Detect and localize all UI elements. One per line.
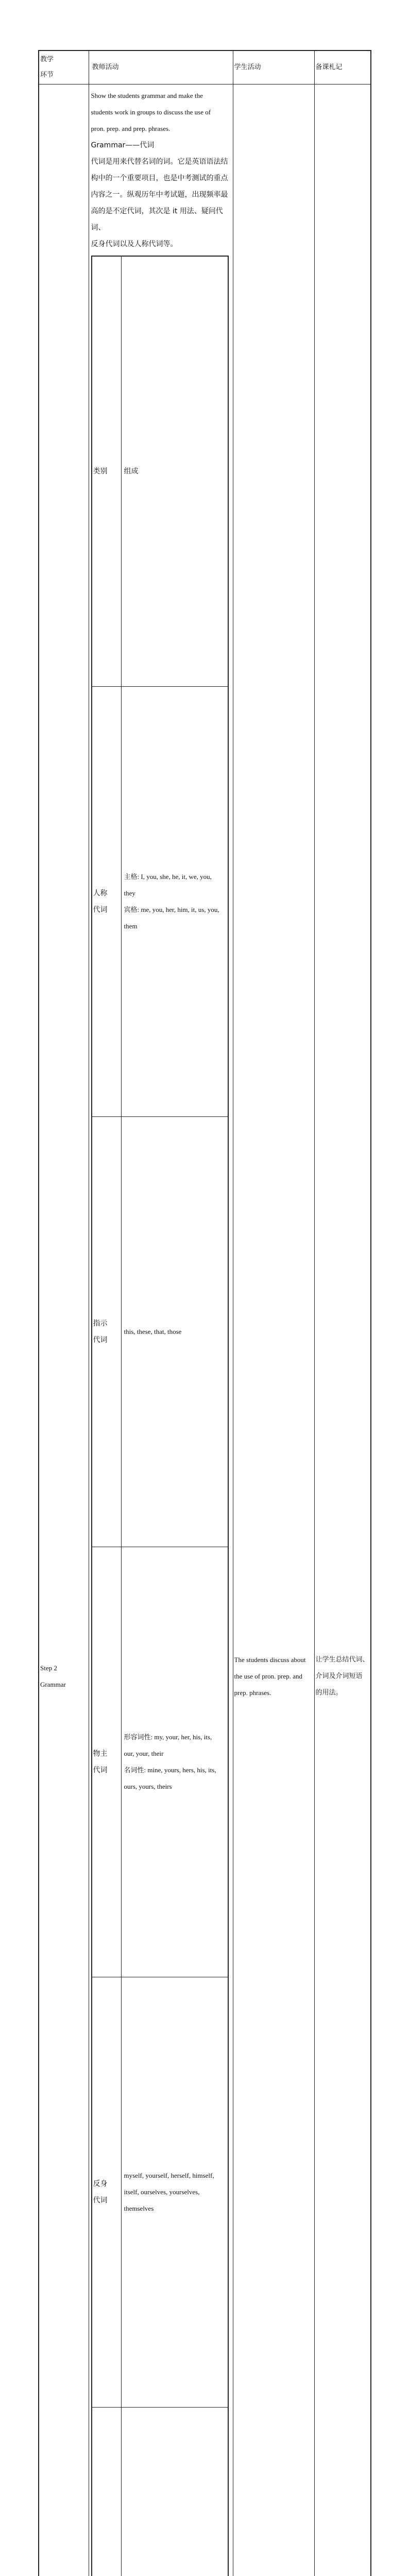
stage-line1: Step 2	[40, 1660, 88, 1676]
step-row	[39, 84, 371, 2576]
header-stage-line1: 教学	[40, 52, 88, 67]
pronoun-composition: 主格: I, you, she, he, it, we, you, they 宾格: me, you, her, him, it, us, you, them	[121, 687, 228, 1117]
student-line2: the use of pron. prep. and	[234, 1668, 313, 1685]
lesson-plan-table	[38, 50, 371, 2576]
pronoun-header-composition: 组成	[121, 256, 228, 687]
header-stage-line2: 环节	[40, 67, 88, 83]
header-stage	[39, 50, 89, 84]
header-student: 学生活动	[233, 50, 314, 84]
pronoun-category	[92, 2408, 122, 2576]
pronoun-category: 反身 代词	[92, 1977, 122, 2408]
stage-cell	[39, 84, 89, 2576]
notes-cell	[314, 84, 371, 2576]
pronoun-table	[91, 256, 229, 2576]
pronoun-composition	[121, 2408, 228, 2576]
notes-line1: 让学生总结代词、	[316, 1652, 370, 1668]
header-row	[39, 50, 371, 84]
stage-line2: Grammar	[40, 1676, 88, 1693]
teacher-intro-line1: Show the students grammar and make the	[91, 88, 231, 104]
teacher-intro-line2: students work in groups to discuss the use of	[91, 104, 231, 121]
header-notes: 备课札记	[314, 50, 371, 84]
pronoun-category: 人称 代词	[92, 687, 122, 1117]
pronoun-row-personal	[92, 687, 228, 1117]
pronoun-composition: 形容词性: my, your, her, his, its, our, your, their 名词性: mine, yours, hers, his, its, ours, yours, theirs	[121, 1547, 228, 1977]
grammar-title: Grammar——代词	[91, 137, 231, 154]
teacher-activity-cell	[89, 84, 233, 2576]
grammar-desc-line1: 代词是用来代替名词的词。它是英语语法结	[91, 154, 231, 170]
student-line3: prep. phrases.	[234, 1685, 313, 1701]
pronoun-category: 指示 代词	[92, 1117, 122, 1547]
grammar-desc-line3: 内容之一。纵观历年中考试题，出现频率最	[91, 187, 231, 203]
grammar-desc-line2: 构中的一个重要项目，也是中考测试的重点	[91, 170, 231, 187]
pronoun-header-category: 类别	[92, 256, 122, 687]
student-line1: The students discuss about	[234, 1652, 313, 1668]
pronoun-category: 物主 代词	[92, 1547, 122, 1977]
notes-line2: 介词及介词短语	[316, 1668, 370, 1685]
grammar-desc-line5: 反身代词以及人称代词等。	[91, 236, 231, 252]
pronoun-table-header	[92, 256, 228, 687]
pronoun-composition: this, these, that, those	[121, 1117, 228, 1547]
teacher-intro-line3: pron. prep. and prep. phrases.	[91, 121, 231, 137]
pronoun-composition: myself, yourself, herself, himself, itself, ourselves, yourselves, themselves	[121, 1977, 228, 2408]
notes-line3: 的用法。	[316, 1685, 370, 1701]
pronoun-row-demonstrative	[92, 1117, 228, 1547]
header-teacher: 教师活动	[89, 50, 233, 84]
pronoun-row-interrogative	[92, 2408, 228, 2576]
pronoun-row-reflexive	[92, 1977, 228, 2408]
pronoun-row-possessive	[92, 1547, 228, 1977]
grammar-desc-line4: 高的是不定代词，其次是 it 用法、疑问代词、	[91, 203, 231, 236]
student-activity-cell	[233, 84, 314, 2576]
